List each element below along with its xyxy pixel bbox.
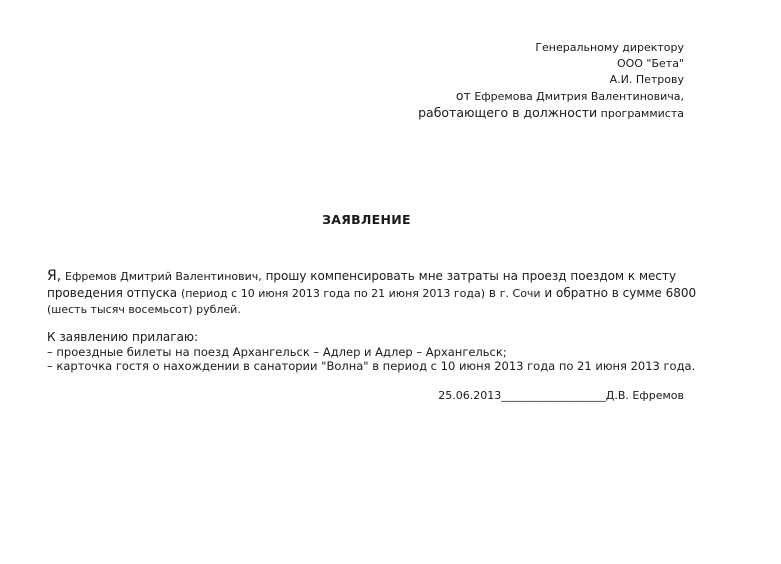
attachments-block	[47, 330, 727, 374]
statement-ya: Я,	[47, 268, 62, 284]
sender-position-text: работающего в должности	[418, 105, 598, 120]
sender-prefix: от	[455, 88, 471, 103]
signature-underline: ___________________	[501, 389, 606, 402]
addressee-position: Генеральному директору	[535, 41, 684, 54]
signature-line	[438, 389, 684, 402]
statement-in: в	[488, 286, 496, 300]
statement-sum-words: (шесть тысяч восемьсот) рублей.	[47, 303, 241, 316]
sender-line	[418, 88, 684, 105]
addressee-block	[418, 40, 684, 122]
statement-city: г. Сочи	[499, 287, 541, 300]
statement-line-2	[47, 285, 697, 302]
attachment-item: – проездные билеты на поезд Архангельск – Адлер и Адлер – Архангельск;	[47, 344, 507, 359]
statement-request: прошу компенсировать мне затраты на проезд поездом к месту	[265, 269, 677, 283]
statement-name: Ефремов Дмитрий Валентинович,	[65, 270, 262, 283]
signature-date: 25.06.2013	[438, 389, 502, 402]
statement-purpose: проведения отпуска	[47, 286, 178, 300]
document-title: ЗАЯВЛЕНИЕ	[322, 212, 411, 227]
sender-position-line	[418, 105, 684, 122]
sender-position-value: программиста	[600, 107, 684, 120]
statement-period: (период с 10 июня 2013 года по 21 июня 2013 года)	[180, 287, 486, 300]
statement-body	[47, 268, 697, 318]
addressee-company: ООО "Бета"	[616, 57, 684, 70]
statement-sum: и обратно в сумме 6800	[544, 286, 697, 300]
signature-name: Д.В. Ефремов	[605, 389, 684, 402]
addressee-name: А.И. Петрову	[609, 73, 684, 86]
attachment-item: – карточка гостя о нахождении в санатории "Волна" в период с 10 июня 2013 года по 21 июня 2013 года.	[47, 359, 696, 373]
sender-name: Ефремова Дмитрия Валентиновича,	[474, 90, 684, 103]
attachments-lead: К заявлению прилагаю:	[47, 330, 199, 344]
statement-line-1	[47, 268, 697, 285]
